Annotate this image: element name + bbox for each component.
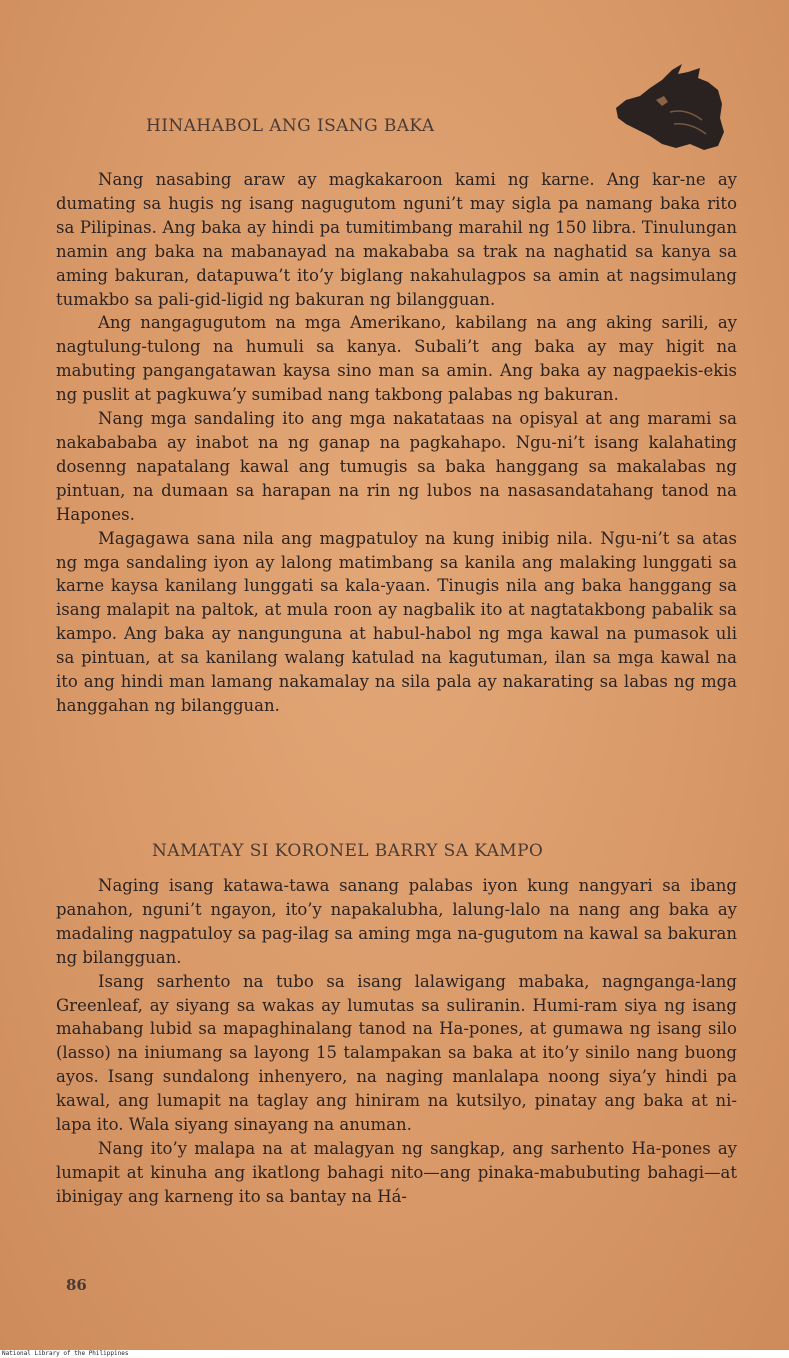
footer-credit: National Library of the Philippines: [2, 1350, 129, 1357]
paragraph: Nang mga sandaling ito ang mga nakatataas na opisyal at ang marami sa nakabababa ay inabot na ng ganap na pagkahapo. Ngu-ni’t isang kalahating dosenng napatalang kawal ang tumugis sa baka hanggang sa makalabas ng pintuan, na dumaan sa harapan na rin ng lubos na nasasandatahang tanod na Hapones.: [56, 409, 737, 524]
paragraph: Naging isang katawa-tawa sanang palabas iyon kung nangyari sa ibang panahon, nguni’t ngayon, ito’y napakalubha, lalung-lalo na nang ang baka ay madaling nagpatuloy sa pag-ilag sa aming mga na-gugutom na kawal sa bakuran ng bilangguan.: [56, 876, 737, 967]
body-text-block-1: [56, 168, 737, 718]
footer-bar: [0, 1350, 789, 1358]
paragraph: Ang nangagugutom na mga Amerikano, kabilang na ang aking sarili, ay nagtulung-tulong na humuli sa kanya. Subali’t ang baka ay may higit na mabuting pangangatawan kaysa sino man sa amin. Ang baka ay nagpaekis-ekis ng puslit at pagkuwa’y sumibad nang takbong palabas ng bakuran.: [56, 313, 737, 405]
chapter-title: HINAHABOL ANG ISANG BAKA: [146, 116, 435, 136]
paragraph: Nang ito’y malapa na at malagyan ng sangkap, ang sarhento Ha-pones ay lumapit at kinuha ang ikatlong bahagi nito—ang pinaka-mabubuting bahagi—at ibinigay ang karneng ito sa bantay na Há-: [56, 1138, 737, 1206]
bull-head-icon: [610, 60, 728, 156]
paragraph: Nang nasabing araw ay magkakaroon kami ng karne. Ang kar-ne ay dumating sa hugis ng isang nagugutom nguni’t may sigla pa namang baka rito sa Pilipinas. Ang baka ay hindi pa tumitimbang marahil ng 150 libra. Tinulungan namin ang baka na mabanayad na makababa sa trak na naghatid sa kanya sa aming bakuran, datapuwa’t ito’y biglang nakahulagpos sa amin at nagsimulang tumakbo sa pali-gid-ligid ng bakuran ng bilangguan.: [56, 170, 737, 309]
paragraph: Magagawa sana nila ang magpatuloy na kung inibig nila. Ngu-ni’t sa atas ng mga sandaling iyon ay lalong matimbang sa kanila ang malaking lunggati sa karne kaysa kanilang lunggati sa kala-yaan. Tinugis nila ang baka hanggang sa isang malapit na paltok, at mula roon ay nagbalik ito at nagtatakbong pabalik sa kampo. Ang baka ay nangunguna at habul-habol ng mga kawal na pumasok uli sa pintuan, at sa kanilang walang katulad na kagutuman, ilan sa mga kawal na ito ang hindi man lamang nakamalay na sila pala ay nakarating sa labas ng mga hanggahan ng bilangguan.: [56, 528, 737, 715]
page-number: 86: [66, 1276, 87, 1294]
section-heading: NAMATAY SI KORONEL BARRY SA KAMPO: [152, 841, 544, 861]
body-text-block-2: [56, 874, 737, 1209]
paragraph: Isang sarhento na tubo sa isang lalawigang mabaka, nagnganga-lang Greenleaf, ay siyang sa wakas ay lumutas sa suliranin. Humi-ram siya ng isang mahabang lubid sa mapaghinalang tanod na Ha-pones, at gumawa ng isang silo (lasso) na iniumang sa layong 15 talampakan sa baka at ito’y sinilo nang buong ayos. Isang sundalong inhenyero, na naging manlalapa noong siya’y hindi pa kawal, ang lumapit na taglay ang hiniram na kutsilyo, pinatay ang baka at ni-lapa ito. Wala siyang sinayang na anuman.: [56, 971, 737, 1135]
